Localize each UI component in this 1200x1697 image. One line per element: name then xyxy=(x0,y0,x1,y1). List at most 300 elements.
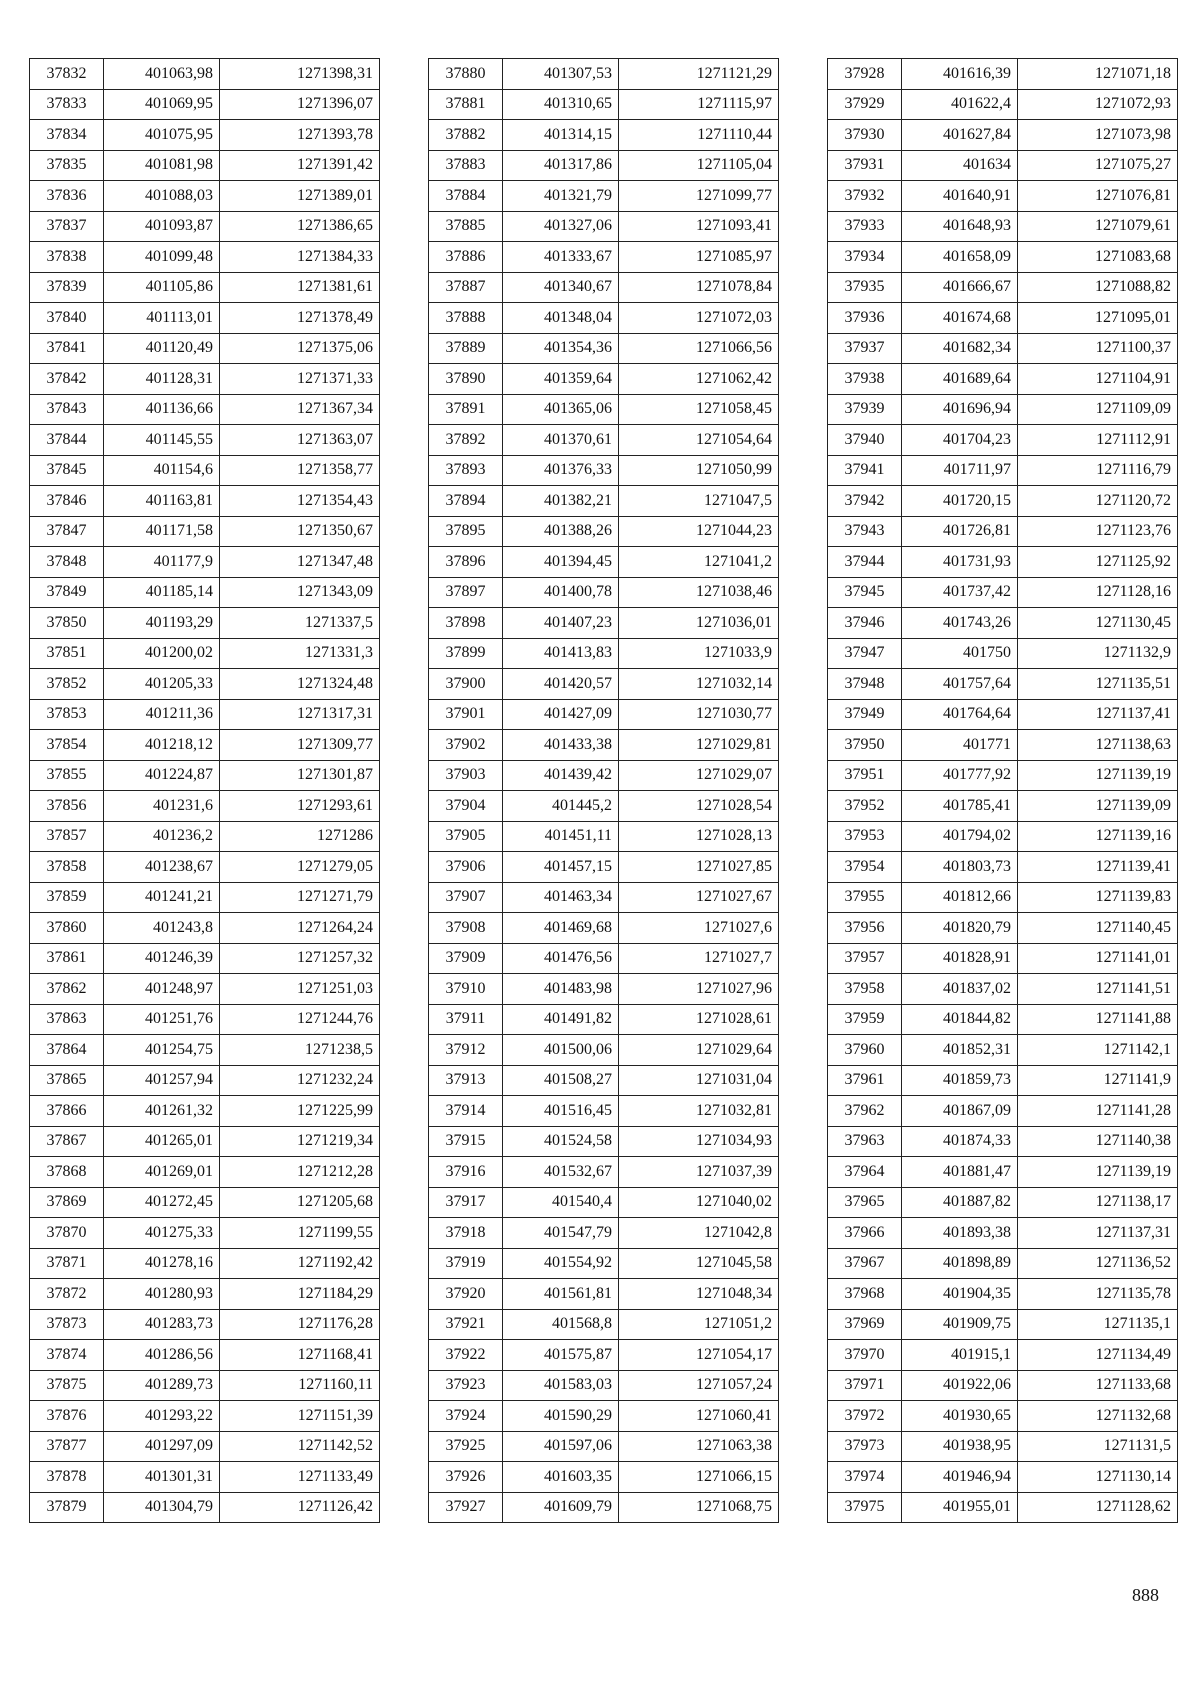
x-coordinate-cell: 401500,06 xyxy=(503,1035,619,1066)
y-coordinate-cell: 1271027,6 xyxy=(619,913,779,944)
x-coordinate-cell: 401491,82 xyxy=(503,1004,619,1035)
table-row xyxy=(828,120,1178,151)
table-row xyxy=(30,913,380,944)
point-number-cell: 37905 xyxy=(429,821,503,852)
point-number-cell: 37934 xyxy=(828,242,902,273)
x-coordinate-cell: 401382,21 xyxy=(503,486,619,517)
point-number-cell: 37955 xyxy=(828,882,902,913)
table-row xyxy=(429,1492,779,1523)
table-row xyxy=(30,1126,380,1157)
point-number-cell: 37956 xyxy=(828,913,902,944)
x-coordinate-cell: 401113,01 xyxy=(104,303,220,334)
y-coordinate-cell: 1271076,81 xyxy=(1018,181,1178,212)
x-coordinate-cell: 401376,33 xyxy=(503,455,619,486)
point-number-cell: 37851 xyxy=(30,638,104,669)
x-coordinate-cell: 401575,87 xyxy=(503,1340,619,1371)
point-number-cell: 37872 xyxy=(30,1279,104,1310)
x-coordinate-cell: 401711,97 xyxy=(902,455,1018,486)
table-row xyxy=(828,699,1178,730)
table-row xyxy=(828,1096,1178,1127)
table-row xyxy=(30,211,380,242)
x-coordinate-cell: 401238,67 xyxy=(104,852,220,883)
x-coordinate-cell: 401881,47 xyxy=(902,1157,1018,1188)
y-coordinate-cell: 1271350,67 xyxy=(220,516,380,547)
x-coordinate-cell: 401922,06 xyxy=(902,1370,1018,1401)
y-coordinate-cell: 1271068,75 xyxy=(619,1492,779,1523)
y-coordinate-cell: 1271244,76 xyxy=(220,1004,380,1035)
table-row xyxy=(30,974,380,1005)
point-number-cell: 37850 xyxy=(30,608,104,639)
point-number-cell: 37931 xyxy=(828,150,902,181)
table-row xyxy=(429,760,779,791)
table-row xyxy=(429,1462,779,1493)
y-coordinate-cell: 1271048,34 xyxy=(619,1279,779,1310)
y-coordinate-cell: 1271072,03 xyxy=(619,303,779,334)
table-row xyxy=(30,1492,380,1523)
table-row xyxy=(30,577,380,608)
x-coordinate-cell: 401689,64 xyxy=(902,364,1018,395)
table-row xyxy=(429,638,779,669)
x-coordinate-cell: 401200,02 xyxy=(104,638,220,669)
point-number-cell: 37899 xyxy=(429,638,503,669)
table-row xyxy=(828,89,1178,120)
point-number-cell: 37938 xyxy=(828,364,902,395)
table-row xyxy=(828,1218,1178,1249)
point-number-cell: 37943 xyxy=(828,516,902,547)
y-coordinate-cell: 1271371,33 xyxy=(220,364,380,395)
y-coordinate-cell: 1271110,44 xyxy=(619,120,779,151)
table-row xyxy=(429,882,779,913)
point-number-cell: 37833 xyxy=(30,89,104,120)
table-row xyxy=(429,1279,779,1310)
table-row xyxy=(30,1309,380,1340)
point-number-cell: 37897 xyxy=(429,577,503,608)
point-number-cell: 37921 xyxy=(429,1309,503,1340)
point-number-cell: 37951 xyxy=(828,760,902,791)
y-coordinate-cell: 1271099,77 xyxy=(619,181,779,212)
table-row xyxy=(429,1126,779,1157)
table-row xyxy=(828,1279,1178,1310)
point-number-cell: 37841 xyxy=(30,333,104,364)
y-coordinate-cell: 1271141,88 xyxy=(1018,1004,1178,1035)
x-coordinate-cell: 401616,39 xyxy=(902,59,1018,90)
y-coordinate-cell: 1271126,42 xyxy=(220,1492,380,1523)
x-coordinate-cell: 401568,8 xyxy=(503,1309,619,1340)
y-coordinate-cell: 1271375,06 xyxy=(220,333,380,364)
x-coordinate-cell: 401737,42 xyxy=(902,577,1018,608)
table-row xyxy=(429,394,779,425)
x-coordinate-cell: 401163,81 xyxy=(104,486,220,517)
x-coordinate-cell: 401278,16 xyxy=(104,1248,220,1279)
table-row xyxy=(828,1462,1178,1493)
x-coordinate-cell: 401893,38 xyxy=(902,1218,1018,1249)
x-coordinate-cell: 401171,58 xyxy=(104,516,220,547)
point-number-cell: 37854 xyxy=(30,730,104,761)
table-row xyxy=(429,1004,779,1035)
x-coordinate-cell: 401874,33 xyxy=(902,1126,1018,1157)
y-coordinate-cell: 1271384,33 xyxy=(220,242,380,273)
x-coordinate-cell: 401887,82 xyxy=(902,1187,1018,1218)
point-number-cell: 37864 xyxy=(30,1035,104,1066)
table-row xyxy=(30,333,380,364)
y-coordinate-cell: 1271184,29 xyxy=(220,1279,380,1310)
y-coordinate-cell: 1271363,07 xyxy=(220,425,380,456)
table-row xyxy=(30,1218,380,1249)
point-number-cell: 37870 xyxy=(30,1218,104,1249)
table-row xyxy=(30,1431,380,1462)
y-coordinate-cell: 1271075,27 xyxy=(1018,150,1178,181)
y-coordinate-cell: 1271212,28 xyxy=(220,1157,380,1188)
table-row xyxy=(429,1370,779,1401)
point-number-cell: 37969 xyxy=(828,1309,902,1340)
point-number-cell: 37904 xyxy=(429,791,503,822)
point-number-cell: 37875 xyxy=(30,1370,104,1401)
y-coordinate-cell: 1271041,2 xyxy=(619,547,779,578)
y-coordinate-cell: 1271060,41 xyxy=(619,1401,779,1432)
y-coordinate-cell: 1271045,58 xyxy=(619,1248,779,1279)
y-coordinate-cell: 1271168,41 xyxy=(220,1340,380,1371)
table-row xyxy=(30,760,380,791)
table-row xyxy=(429,974,779,1005)
x-coordinate-cell: 401283,73 xyxy=(104,1309,220,1340)
table-row xyxy=(30,364,380,395)
y-coordinate-cell: 1271301,87 xyxy=(220,760,380,791)
table-row xyxy=(828,1248,1178,1279)
y-coordinate-cell: 1271133,68 xyxy=(1018,1370,1178,1401)
x-coordinate-cell: 401609,79 xyxy=(503,1492,619,1523)
table-row xyxy=(429,1340,779,1371)
point-number-cell: 37860 xyxy=(30,913,104,944)
y-coordinate-cell: 1271072,93 xyxy=(1018,89,1178,120)
x-coordinate-cell: 401828,91 xyxy=(902,943,1018,974)
x-coordinate-cell: 401075,95 xyxy=(104,120,220,151)
table-row xyxy=(828,516,1178,547)
table-row xyxy=(30,242,380,273)
y-coordinate-cell: 1271063,38 xyxy=(619,1431,779,1462)
point-number-cell: 37839 xyxy=(30,272,104,303)
point-number-cell: 37950 xyxy=(828,730,902,761)
table-row xyxy=(828,59,1178,90)
point-number-cell: 37916 xyxy=(429,1157,503,1188)
x-coordinate-cell: 401236,2 xyxy=(104,821,220,852)
y-coordinate-cell: 1271058,45 xyxy=(619,394,779,425)
x-coordinate-cell: 401946,94 xyxy=(902,1462,1018,1493)
table-row xyxy=(828,1035,1178,1066)
table-row xyxy=(828,1126,1178,1157)
table-row xyxy=(828,608,1178,639)
point-number-cell: 37873 xyxy=(30,1309,104,1340)
x-coordinate-cell: 401394,45 xyxy=(503,547,619,578)
y-coordinate-cell: 1271112,91 xyxy=(1018,425,1178,456)
point-number-cell: 37837 xyxy=(30,211,104,242)
x-coordinate-cell: 401275,33 xyxy=(104,1218,220,1249)
y-coordinate-cell: 1271105,04 xyxy=(619,150,779,181)
table-row xyxy=(429,59,779,90)
y-coordinate-cell: 1271034,93 xyxy=(619,1126,779,1157)
table-row xyxy=(429,1035,779,1066)
point-number-cell: 37915 xyxy=(429,1126,503,1157)
x-coordinate-cell: 401524,58 xyxy=(503,1126,619,1157)
point-number-cell: 37852 xyxy=(30,669,104,700)
point-number-cell: 37903 xyxy=(429,760,503,791)
table-row xyxy=(429,943,779,974)
x-coordinate-cell: 401293,22 xyxy=(104,1401,220,1432)
y-coordinate-cell: 1271062,42 xyxy=(619,364,779,395)
point-number-cell: 37926 xyxy=(429,1462,503,1493)
point-number-cell: 37960 xyxy=(828,1035,902,1066)
table-row xyxy=(429,1431,779,1462)
y-coordinate-cell: 1271142,1 xyxy=(1018,1035,1178,1066)
point-number-cell: 37959 xyxy=(828,1004,902,1035)
table-row xyxy=(828,425,1178,456)
point-number-cell: 37834 xyxy=(30,120,104,151)
point-number-cell: 37853 xyxy=(30,699,104,730)
x-coordinate-cell: 401696,94 xyxy=(902,394,1018,425)
table-row xyxy=(30,516,380,547)
x-coordinate-cell: 401812,66 xyxy=(902,882,1018,913)
table-row xyxy=(429,821,779,852)
table-row xyxy=(429,1309,779,1340)
x-coordinate-cell: 401248,97 xyxy=(104,974,220,1005)
point-number-cell: 37865 xyxy=(30,1065,104,1096)
table-row xyxy=(828,1065,1178,1096)
x-coordinate-cell: 401451,11 xyxy=(503,821,619,852)
point-number-cell: 37840 xyxy=(30,303,104,334)
point-number-cell: 37910 xyxy=(429,974,503,1005)
y-coordinate-cell: 1271199,55 xyxy=(220,1218,380,1249)
y-coordinate-cell: 1271093,41 xyxy=(619,211,779,242)
y-coordinate-cell: 1271130,14 xyxy=(1018,1462,1178,1493)
x-coordinate-cell: 401540,4 xyxy=(503,1187,619,1218)
y-coordinate-cell: 1271044,23 xyxy=(619,516,779,547)
x-coordinate-cell: 401532,67 xyxy=(503,1157,619,1188)
x-coordinate-cell: 401904,35 xyxy=(902,1279,1018,1310)
point-number-cell: 37939 xyxy=(828,394,902,425)
x-coordinate-cell: 401128,31 xyxy=(104,364,220,395)
y-coordinate-cell: 1271225,99 xyxy=(220,1096,380,1127)
x-coordinate-cell: 401348,04 xyxy=(503,303,619,334)
y-coordinate-cell: 1271140,45 xyxy=(1018,913,1178,944)
table-row xyxy=(429,913,779,944)
table-row xyxy=(429,89,779,120)
point-number-cell: 37922 xyxy=(429,1340,503,1371)
y-coordinate-cell: 1271140,38 xyxy=(1018,1126,1178,1157)
x-coordinate-cell: 401930,65 xyxy=(902,1401,1018,1432)
y-coordinate-cell: 1271128,16 xyxy=(1018,577,1178,608)
table-row xyxy=(30,150,380,181)
table-row xyxy=(429,455,779,486)
table-row xyxy=(828,211,1178,242)
point-number-cell: 37890 xyxy=(429,364,503,395)
y-coordinate-cell: 1271071,18 xyxy=(1018,59,1178,90)
x-coordinate-cell: 401777,92 xyxy=(902,760,1018,791)
table-row xyxy=(30,1370,380,1401)
y-coordinate-cell: 1271028,61 xyxy=(619,1004,779,1035)
y-coordinate-cell: 1271115,97 xyxy=(619,89,779,120)
table-row xyxy=(429,1096,779,1127)
y-coordinate-cell: 1271137,31 xyxy=(1018,1218,1178,1249)
table-row xyxy=(828,1157,1178,1188)
point-number-cell: 37836 xyxy=(30,181,104,212)
x-coordinate-cell: 401771 xyxy=(902,730,1018,761)
point-number-cell: 37918 xyxy=(429,1218,503,1249)
point-number-cell: 37856 xyxy=(30,791,104,822)
table-row xyxy=(828,730,1178,761)
y-coordinate-cell: 1271293,61 xyxy=(220,791,380,822)
table-row xyxy=(30,181,380,212)
table-row xyxy=(828,486,1178,517)
table-row xyxy=(429,181,779,212)
page-number: 888 xyxy=(1132,1585,1159,1605)
point-number-cell: 37932 xyxy=(828,181,902,212)
y-coordinate-cell: 1271050,99 xyxy=(619,455,779,486)
x-coordinate-cell: 401420,57 xyxy=(503,669,619,700)
x-coordinate-cell: 401136,66 xyxy=(104,394,220,425)
x-coordinate-cell: 401720,15 xyxy=(902,486,1018,517)
y-coordinate-cell: 1271141,01 xyxy=(1018,943,1178,974)
point-number-cell: 37888 xyxy=(429,303,503,334)
y-coordinate-cell: 1271028,54 xyxy=(619,791,779,822)
x-coordinate-cell: 401445,2 xyxy=(503,791,619,822)
point-number-cell: 37868 xyxy=(30,1157,104,1188)
y-coordinate-cell: 1271139,16 xyxy=(1018,821,1178,852)
x-coordinate-cell: 401731,93 xyxy=(902,547,1018,578)
point-number-cell: 37945 xyxy=(828,577,902,608)
x-coordinate-cell: 401794,02 xyxy=(902,821,1018,852)
table-row xyxy=(429,303,779,334)
table-row xyxy=(828,455,1178,486)
point-number-cell: 37848 xyxy=(30,547,104,578)
x-coordinate-cell: 401457,15 xyxy=(503,852,619,883)
y-coordinate-cell: 1271367,34 xyxy=(220,394,380,425)
table-row xyxy=(30,547,380,578)
point-number-cell: 37930 xyxy=(828,120,902,151)
point-number-cell: 37970 xyxy=(828,1340,902,1371)
table-row xyxy=(429,486,779,517)
y-coordinate-cell: 1271264,24 xyxy=(220,913,380,944)
table-row xyxy=(30,1065,380,1096)
point-number-cell: 37965 xyxy=(828,1187,902,1218)
x-coordinate-cell: 401257,94 xyxy=(104,1065,220,1096)
point-number-cell: 37862 xyxy=(30,974,104,1005)
point-number-cell: 37947 xyxy=(828,638,902,669)
x-coordinate-cell: 401310,65 xyxy=(503,89,619,120)
point-number-cell: 37832 xyxy=(30,59,104,90)
y-coordinate-cell: 1271324,48 xyxy=(220,669,380,700)
x-coordinate-cell: 401427,09 xyxy=(503,699,619,730)
table-row xyxy=(429,1401,779,1432)
table-row xyxy=(828,943,1178,974)
table-row xyxy=(429,577,779,608)
table-row xyxy=(30,1279,380,1310)
table-row xyxy=(828,1340,1178,1371)
point-number-cell: 37885 xyxy=(429,211,503,242)
y-coordinate-cell: 1271309,77 xyxy=(220,730,380,761)
point-number-cell: 37900 xyxy=(429,669,503,700)
point-number-cell: 37972 xyxy=(828,1401,902,1432)
point-number-cell: 37847 xyxy=(30,516,104,547)
table-row xyxy=(30,394,380,425)
point-number-cell: 37881 xyxy=(429,89,503,120)
y-coordinate-cell: 1271398,31 xyxy=(220,59,380,90)
y-coordinate-cell: 1271331,3 xyxy=(220,638,380,669)
y-coordinate-cell: 1271054,17 xyxy=(619,1340,779,1371)
y-coordinate-cell: 1271176,28 xyxy=(220,1309,380,1340)
point-number-cell: 37901 xyxy=(429,699,503,730)
y-coordinate-cell: 1271057,24 xyxy=(619,1370,779,1401)
point-number-cell: 37952 xyxy=(828,791,902,822)
x-coordinate-cell: 401603,35 xyxy=(503,1462,619,1493)
x-coordinate-cell: 401634 xyxy=(902,150,1018,181)
point-number-cell: 37906 xyxy=(429,852,503,883)
x-coordinate-cell: 401590,29 xyxy=(503,1401,619,1432)
y-coordinate-cell: 1271381,61 xyxy=(220,272,380,303)
point-number-cell: 37895 xyxy=(429,516,503,547)
table-row xyxy=(429,547,779,578)
point-number-cell: 37878 xyxy=(30,1462,104,1493)
x-coordinate-cell: 401407,23 xyxy=(503,608,619,639)
table-row xyxy=(828,1370,1178,1401)
y-coordinate-cell: 1271088,82 xyxy=(1018,272,1178,303)
point-number-cell: 37874 xyxy=(30,1340,104,1371)
point-number-cell: 37917 xyxy=(429,1187,503,1218)
x-coordinate-cell: 401413,83 xyxy=(503,638,619,669)
y-coordinate-cell: 1271138,63 xyxy=(1018,730,1178,761)
x-coordinate-cell: 401844,82 xyxy=(902,1004,1018,1035)
point-number-cell: 37958 xyxy=(828,974,902,1005)
table-row xyxy=(828,242,1178,273)
y-coordinate-cell: 1271317,31 xyxy=(220,699,380,730)
point-number-cell: 37935 xyxy=(828,272,902,303)
table-row xyxy=(429,364,779,395)
table-row xyxy=(30,272,380,303)
table-row xyxy=(429,1157,779,1188)
x-coordinate-cell: 401666,67 xyxy=(902,272,1018,303)
point-number-cell: 37963 xyxy=(828,1126,902,1157)
x-coordinate-cell: 401820,79 xyxy=(902,913,1018,944)
x-coordinate-cell: 401231,6 xyxy=(104,791,220,822)
y-coordinate-cell: 1271130,45 xyxy=(1018,608,1178,639)
y-coordinate-cell: 1271142,52 xyxy=(220,1431,380,1462)
x-coordinate-cell: 401224,87 xyxy=(104,760,220,791)
point-number-cell: 37967 xyxy=(828,1248,902,1279)
point-number-cell: 37957 xyxy=(828,943,902,974)
point-number-cell: 37971 xyxy=(828,1370,902,1401)
point-number-cell: 37928 xyxy=(828,59,902,90)
point-number-cell: 37863 xyxy=(30,1004,104,1035)
x-coordinate-cell: 401251,76 xyxy=(104,1004,220,1035)
y-coordinate-cell: 1271029,64 xyxy=(619,1035,779,1066)
x-coordinate-cell: 401093,87 xyxy=(104,211,220,242)
table-row xyxy=(429,1218,779,1249)
table-row xyxy=(828,394,1178,425)
y-coordinate-cell: 1271133,49 xyxy=(220,1462,380,1493)
table-row xyxy=(30,852,380,883)
point-number-cell: 37880 xyxy=(429,59,503,90)
table-row xyxy=(828,638,1178,669)
y-coordinate-cell: 1271232,24 xyxy=(220,1065,380,1096)
x-coordinate-cell: 401301,31 xyxy=(104,1462,220,1493)
x-coordinate-cell: 401597,06 xyxy=(503,1431,619,1462)
point-number-cell: 37942 xyxy=(828,486,902,517)
point-number-cell: 37843 xyxy=(30,394,104,425)
x-coordinate-cell: 401265,01 xyxy=(104,1126,220,1157)
y-coordinate-cell: 1271027,7 xyxy=(619,943,779,974)
table-row xyxy=(429,272,779,303)
y-coordinate-cell: 1271139,09 xyxy=(1018,791,1178,822)
point-number-cell: 37940 xyxy=(828,425,902,456)
y-coordinate-cell: 1271205,68 xyxy=(220,1187,380,1218)
